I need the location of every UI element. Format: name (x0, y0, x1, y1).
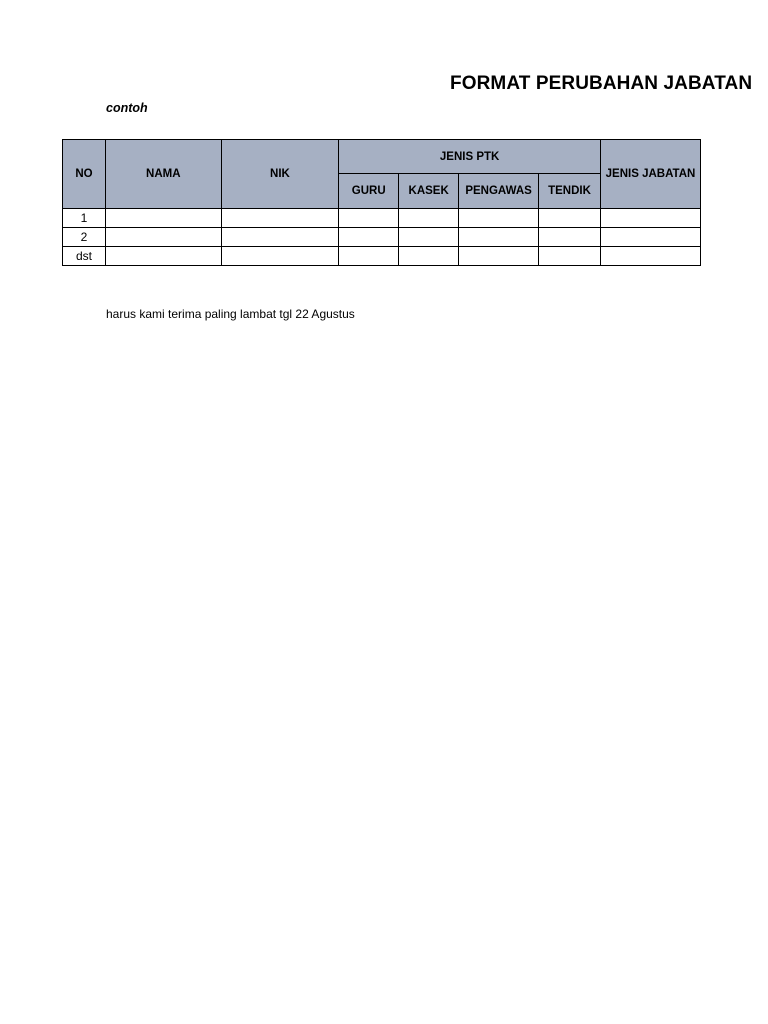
cell-kasek[interactable] (399, 228, 459, 247)
cell-kasek[interactable] (399, 247, 459, 266)
cell-jenis-jabatan[interactable] (600, 228, 700, 247)
cell-pengawas[interactable] (459, 228, 539, 247)
table-row (63, 209, 701, 228)
cell-nama[interactable] (105, 247, 221, 266)
cell-tendik[interactable] (539, 209, 601, 228)
header-jenis-jabatan: JENIS JABATAN (600, 140, 700, 209)
table-row (63, 247, 701, 266)
cell-guru[interactable] (339, 209, 399, 228)
row-number: 1 (63, 209, 106, 228)
header-jenis-ptk: JENIS PTK (339, 140, 601, 174)
cell-tendik[interactable] (539, 247, 601, 266)
header-nama: NAMA (105, 140, 221, 209)
header-nik: NIK (221, 140, 339, 209)
cell-nik[interactable] (221, 228, 339, 247)
cell-kasek[interactable] (399, 209, 459, 228)
header-no: NO (63, 140, 106, 209)
table-row (63, 228, 701, 247)
header-tendik: TENDIK (539, 174, 601, 209)
header-pengawas: PENGAWAS (459, 174, 539, 209)
header-guru: GURU (339, 174, 399, 209)
cell-pengawas[interactable] (459, 209, 539, 228)
cell-nik[interactable] (221, 247, 339, 266)
deadline-note: harus kami terima paling lambat tgl 22 Agustus (106, 307, 355, 321)
cell-tendik[interactable] (539, 228, 601, 247)
row-number: 2 (63, 228, 106, 247)
cell-nama[interactable] (105, 209, 221, 228)
cell-pengawas[interactable] (459, 247, 539, 266)
cell-nama[interactable] (105, 228, 221, 247)
cell-guru[interactable] (339, 228, 399, 247)
cell-nik[interactable] (221, 209, 339, 228)
header-kasek: KASEK (399, 174, 459, 209)
row-number: dst (63, 247, 106, 266)
document-title: FORMAT PERUBAHAN JABATAN (450, 73, 753, 94)
cell-guru[interactable] (339, 247, 399, 266)
form-table (62, 139, 701, 266)
document-subtitle: contoh (106, 101, 148, 115)
cell-jenis-jabatan[interactable] (600, 247, 700, 266)
cell-jenis-jabatan[interactable] (600, 209, 700, 228)
